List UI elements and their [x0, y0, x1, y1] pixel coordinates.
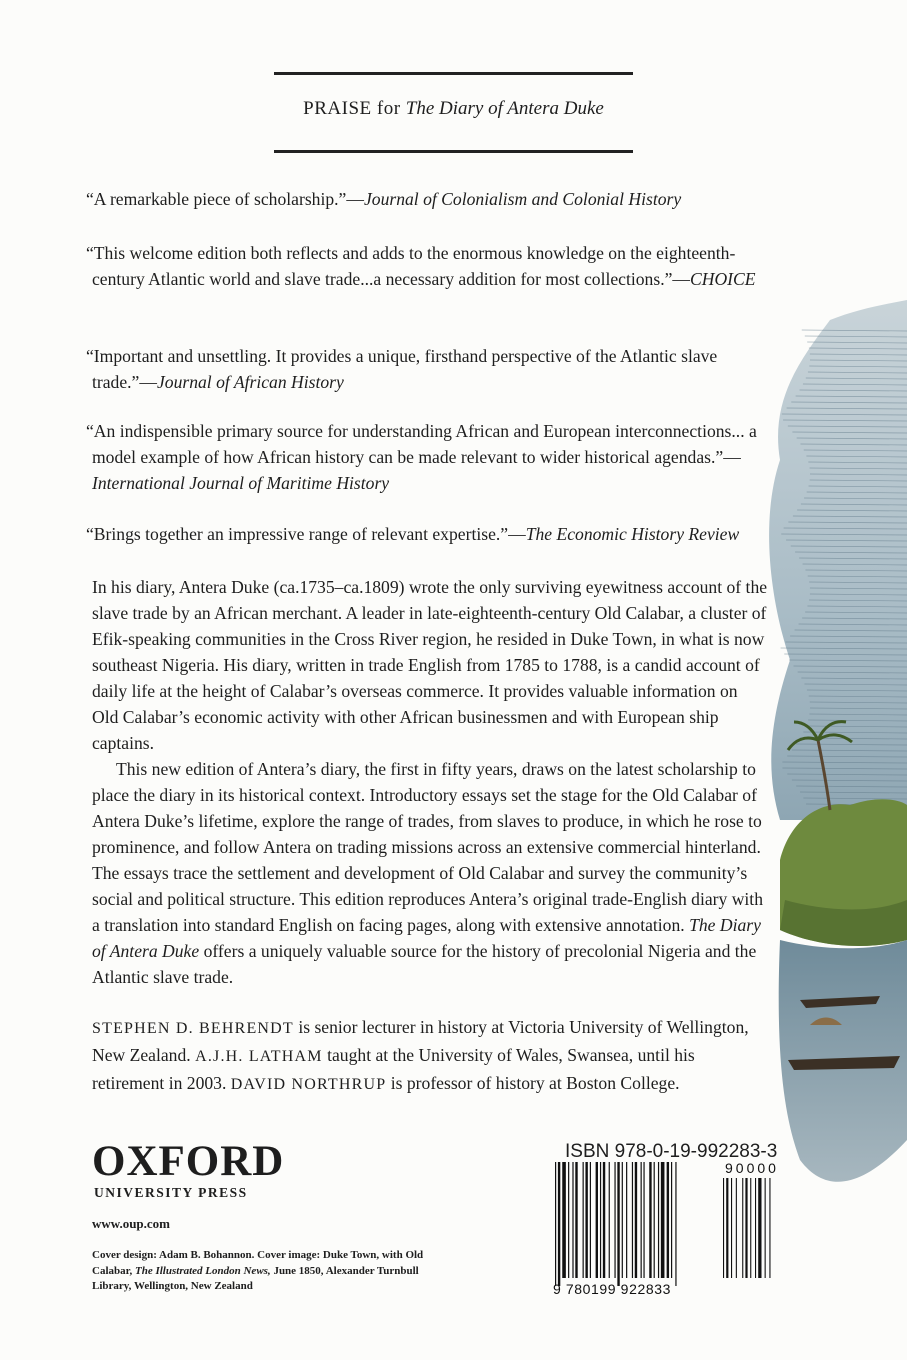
barcode-bar [622, 1162, 623, 1278]
isbn-label: ISBN 978-0-19-992283-3 [565, 1141, 778, 1162]
barcode-bar [731, 1178, 732, 1278]
credit-source: The Illustrated London News, [135, 1264, 271, 1277]
book-description [92, 574, 768, 990]
barcode-bar [572, 1162, 573, 1278]
bottom-rule [274, 150, 633, 153]
quote-source: International Journal of Maritime History [92, 473, 390, 493]
barcode-bar [585, 1162, 587, 1278]
barcode-bar [654, 1162, 655, 1278]
barcode-bar [671, 1162, 672, 1278]
credit-text: Cover design: Adam B. Bohannon. Cover image: Duke Town, with Old Calabar, [92, 1249, 424, 1277]
barcode-bar [568, 1162, 569, 1278]
quote-text: “Brings together an impressive range of relevant expertise.”— [86, 524, 526, 544]
barcode-bar [667, 1162, 669, 1278]
quote-4 [86, 418, 772, 496]
quote-5 [86, 521, 772, 547]
barcode-bar [596, 1162, 598, 1278]
barcode-bar [555, 1162, 556, 1286]
quote-2 [86, 240, 772, 292]
quote-source: Journal of African History [156, 372, 344, 392]
cover-illustration [760, 300, 907, 1240]
author-bio: is professor of history at Boston College. [390, 1073, 680, 1093]
barcode-bar [626, 1162, 627, 1278]
barcode-main-bars [555, 1162, 677, 1286]
quote-3 [86, 343, 772, 395]
praise-book-title: The Diary of Antera Duke [405, 98, 604, 119]
description-paragraph-1: In his diary, Antera Duke (ca.1735–ca.1809) wrote the only surviving eyewitness account of the slave trade by an African merchant. A leader in late-eighteenth-century Old Calabar, a cluster of Efik-speaking communities in the Cross River region, he resided in Duke Town, in what is now southeast Nigeria. His diary, written in trade English from 1785 to 1788, is a candid account of daily life at the height of Calabar’s overseas commerce. It provides valuable information on Old Calabar’s economic activity with other African businessmen and with European ship captains. [92, 577, 768, 753]
barcode-bar [558, 1162, 560, 1286]
description-text: offers a uniquely valuable source for the history of precolonial Nigeria and the Atlantic slave trade. [92, 941, 757, 987]
barcode-bar [649, 1162, 651, 1278]
barcode-bar [562, 1162, 566, 1278]
author-name: STEPHEN D. BEHRENDT [92, 1020, 294, 1037]
barcode-addon-digits: 90000 [725, 1162, 779, 1176]
barcode-bar [736, 1178, 737, 1278]
cover-credit [92, 1248, 432, 1295]
praise-label: PRAISE for [303, 98, 401, 119]
barcode-bar [745, 1178, 747, 1278]
top-rule [274, 72, 633, 75]
description-text: This new edition of Antera’s diary, the first in fifty years, draws on the latest scholarship to place the diary in its historical context. Introductory essays set the stage for the Old Calabar of Antera Duke’s lifetime, explore the range of trades, from slaves to produce, in which he rose to prominence, and follow Antera on trading missions across an extensive commercial hinterland. The essays trace the settlement and development of Old Calabar and survey the community’s social and political structure. This edition reproduces Antera’s original trade-English diary with a translation into standard English on facing pages, along with extensive annotation. [92, 759, 763, 935]
barcode-bar [600, 1162, 601, 1278]
description-book-title: The Diary of Antera Duke [92, 915, 761, 961]
quote-source: Journal of Colonialism and Colonial History [363, 189, 682, 209]
barcode-bar [590, 1162, 591, 1278]
publisher-subname: UNIVERSITY PRESS [94, 1185, 248, 1200]
barcode-bar [643, 1162, 644, 1278]
author-name: DAVID NORTHRUP [230, 1076, 387, 1093]
quote-source: The Economic History Review [525, 524, 740, 544]
author-name: A.J.H. LATHAM [195, 1048, 323, 1065]
quote-text: “A remarkable piece of scholarship.”— [86, 189, 364, 209]
barcode-bar [641, 1162, 642, 1278]
publisher-website: www.oup.com [92, 1216, 171, 1231]
author-bios [92, 1014, 768, 1098]
barcode-bar [742, 1178, 743, 1278]
credit-text: June 1850, Alexander Turnbull Library, Wellington, New Zealand [92, 1264, 419, 1292]
barcode-bar [750, 1178, 751, 1278]
description-paragraph-2 [92, 756, 768, 990]
barcode-bar [658, 1162, 659, 1278]
quote-text: “Important and unsettling. It provides a unique, firsthand perspective of the Atlantic slave trade.”— [86, 346, 718, 392]
barcode-bar [632, 1162, 633, 1278]
barcode-bar [603, 1162, 605, 1278]
barcode-digits: 9 780199 922833 [553, 1281, 671, 1297]
quote-text: “An indispensible primary source for understanding African and European interconnections... a model example of how African history can be made relevant to wider historical agendas.”— [86, 421, 757, 467]
barcode-bar [661, 1162, 665, 1278]
barcode-bar [675, 1162, 676, 1286]
barcode-bar [755, 1178, 756, 1278]
quote-text: “This welcome edition both reflects and adds to the enormous knowledge on the eighteenth-century Atlantic world and slave trade...a necessary addition for most collections.”— [86, 243, 736, 289]
author-bio: is senior lecturer in history at Victoria University of Wellington, New Zealand. [92, 1017, 749, 1065]
barcode-bar [614, 1162, 615, 1278]
quote-1 [86, 186, 772, 212]
publisher-logo: OXFORD [92, 1138, 285, 1185]
barcode-bar [575, 1162, 577, 1278]
quote-source: CHOICE [690, 269, 756, 289]
barcode-bar [726, 1178, 728, 1278]
barcode-bar [723, 1178, 724, 1278]
barcode-bar [635, 1162, 637, 1278]
barcode-bar [609, 1162, 610, 1278]
barcode-bar [617, 1162, 619, 1286]
praise-heading [0, 98, 907, 120]
barcode-bar [583, 1162, 584, 1278]
author-bio: taught at the University of Wales, Swansea, until his retirement in 2003. [92, 1045, 695, 1093]
